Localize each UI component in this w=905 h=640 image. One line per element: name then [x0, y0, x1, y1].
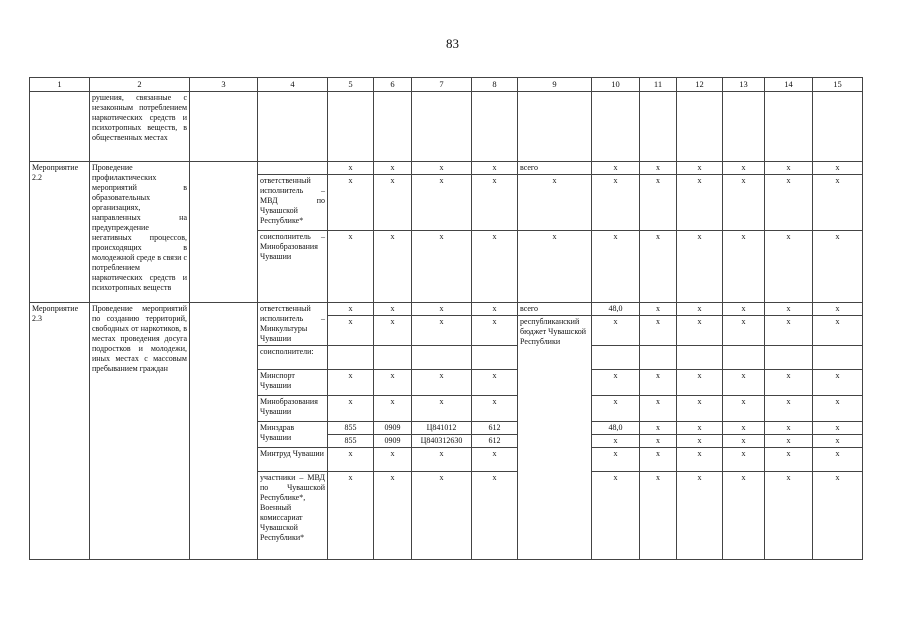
table-cell: x	[328, 162, 374, 175]
table-cell: x	[813, 396, 863, 422]
table-cell: x	[813, 422, 863, 435]
co-executors-label: соисполнители:	[258, 346, 328, 370]
table-cell: x	[328, 316, 374, 346]
program-table	[29, 77, 863, 560]
table-cell: x	[677, 175, 723, 231]
table-cell: x	[677, 303, 723, 316]
table-cell: x	[640, 231, 677, 303]
table-cell: x	[723, 472, 765, 560]
table-cell: x	[813, 316, 863, 346]
table-cell: x	[765, 316, 813, 346]
table-cell: x	[640, 435, 677, 448]
table-cell: x	[765, 435, 813, 448]
table-cell: x	[677, 162, 723, 175]
table-cell: x	[765, 422, 813, 435]
header-cell: 13	[723, 78, 765, 92]
table-cell: Ц841012	[412, 422, 472, 435]
table-cell: x	[328, 472, 374, 560]
header-cell: 2	[90, 78, 190, 92]
table-cell: x	[813, 448, 863, 472]
executor-cell: соисполнитель – Минобразования Чувашии	[258, 231, 328, 303]
table-cell: x	[592, 472, 640, 560]
table-cell: x	[374, 231, 412, 303]
table-cell: x	[813, 175, 863, 231]
table-row	[30, 303, 863, 316]
table-cell: x	[472, 303, 518, 316]
table-cell: x	[472, 231, 518, 303]
table-cell: x	[677, 370, 723, 396]
table-row	[30, 162, 863, 175]
table-cell: x	[813, 231, 863, 303]
table-cell: x	[472, 175, 518, 231]
table-cell: x	[640, 472, 677, 560]
table-header-row	[30, 78, 863, 92]
table-cell: x	[472, 448, 518, 472]
table-cell: x	[813, 435, 863, 448]
table-cell: x	[640, 303, 677, 316]
table-cell: x	[765, 472, 813, 560]
table-cell: x	[640, 370, 677, 396]
table-cell: x	[374, 396, 412, 422]
table-cell: x	[765, 231, 813, 303]
header-cell: 15	[813, 78, 863, 92]
table-cell: x	[328, 231, 374, 303]
executor-cell: Минспорт Чувашии	[258, 370, 328, 396]
table-cell: 0909	[374, 435, 412, 448]
table-cell: Ц840312630	[412, 435, 472, 448]
header-cell: 1	[30, 78, 90, 92]
table-cell: x	[412, 472, 472, 560]
table-cell: x	[723, 303, 765, 316]
header-cell: 14	[765, 78, 813, 92]
table-cell: x	[374, 370, 412, 396]
table-cell: x	[813, 370, 863, 396]
table-cell: x	[677, 435, 723, 448]
measure-number: Мероприятие 2.2	[30, 162, 90, 303]
table-cell: x	[677, 231, 723, 303]
table-cell: x	[328, 175, 374, 231]
table-cell: x	[328, 370, 374, 396]
table-cell: x	[592, 175, 640, 231]
table-cell: 48,0	[592, 303, 640, 316]
table-cell: x	[640, 175, 677, 231]
table-cell: x	[412, 370, 472, 396]
table-cell: x	[677, 422, 723, 435]
executor-cell: ответственный исполнитель – Минкультуры Чувашии	[258, 303, 328, 346]
table-cell: x	[723, 422, 765, 435]
table-cell: x	[412, 316, 472, 346]
table-cell: x	[328, 448, 374, 472]
executor-cell: Минобразования Чувашии	[258, 396, 328, 422]
table-cell: x	[723, 175, 765, 231]
header-cell: 10	[592, 78, 640, 92]
table-cell: x	[723, 448, 765, 472]
table-cell: x	[412, 448, 472, 472]
header-cell: 9	[518, 78, 592, 92]
table-cell: x	[723, 370, 765, 396]
table-cell: 0909	[374, 422, 412, 435]
table-cell: x	[723, 316, 765, 346]
table-cell: x	[640, 448, 677, 472]
table-cell: x	[723, 231, 765, 303]
table-cell: x	[328, 396, 374, 422]
table-cell: x	[328, 303, 374, 316]
funding-source: всего	[518, 303, 592, 316]
table-cell: x	[723, 162, 765, 175]
table-cell: x	[765, 175, 813, 231]
table-cell: 855	[328, 422, 374, 435]
table-cell: x	[765, 396, 813, 422]
table-cell: x	[765, 448, 813, 472]
measure-description: Проведение профилактических мероприятий в образовательных организациях, направленных на предупреждение негативных процессов, происходящих в молодежной среде в связи с потреблением наркотических средств и психотропных веществ	[90, 162, 190, 303]
table-cell: 612	[472, 422, 518, 435]
table-cell: x	[592, 370, 640, 396]
table-cell: x	[813, 162, 863, 175]
table-cell: x	[765, 162, 813, 175]
table-cell: x	[472, 162, 518, 175]
header-cell: 7	[412, 78, 472, 92]
header-cell: 4	[258, 78, 328, 92]
table-cell: x	[374, 162, 412, 175]
table-cell: x	[677, 448, 723, 472]
table-cell: 855	[328, 435, 374, 448]
table-cell: x	[412, 303, 472, 316]
measure-description: рушения, связанные с незаконным потреблением наркотических средств и психотропных веществ, в общественных местах	[90, 92, 190, 162]
table-cell: x	[765, 370, 813, 396]
measure-description: Проведение мероприятий по созданию территорий, свободных от наркотиков, в местах проведения досуга подростков и молодежи, иных местах с массовым пребыванием граждан	[90, 303, 190, 560]
measure-number: Мероприятие 2.3	[30, 303, 90, 560]
table-cell: x	[723, 396, 765, 422]
header-cell: 11	[640, 78, 677, 92]
table-cell: x	[592, 435, 640, 448]
table-cell: x	[518, 175, 592, 231]
table-cell: x	[472, 396, 518, 422]
table-cell: x	[640, 162, 677, 175]
table-cell: x	[412, 162, 472, 175]
table-cell: x	[592, 396, 640, 422]
header-cell: 12	[677, 78, 723, 92]
table-cell: x	[472, 370, 518, 396]
header-cell: 8	[472, 78, 518, 92]
executor-cell: участники – МВД по Чувашской Республике*, Военный комиссариат Чувашской Республики*	[258, 472, 328, 560]
table-cell: x	[723, 435, 765, 448]
table-cell: x	[592, 448, 640, 472]
table-cell: x	[813, 303, 863, 316]
funding-source: всего	[518, 162, 592, 175]
header-cell: 5	[328, 78, 374, 92]
table-cell: x	[472, 316, 518, 346]
table-cell: x	[592, 231, 640, 303]
table-cell: x	[518, 231, 592, 303]
table-cell: x	[677, 396, 723, 422]
table-cell: x	[374, 175, 412, 231]
header-cell: 3	[190, 78, 258, 92]
table-cell: x	[765, 303, 813, 316]
table-cell: x	[592, 316, 640, 346]
funding-source: республиканский бюджет Чувашской Республики	[518, 316, 592, 560]
table-cell: x	[677, 472, 723, 560]
table-cell: x	[592, 162, 640, 175]
table-cell: x	[412, 396, 472, 422]
table-cell: x	[412, 231, 472, 303]
header-cell: 6	[374, 78, 412, 92]
table-cell: x	[374, 316, 412, 346]
table-cell: x	[472, 472, 518, 560]
table-cell: x	[640, 396, 677, 422]
table-cell: x	[412, 175, 472, 231]
table-cell: x	[640, 316, 677, 346]
executor-cell: Минздрав Чувашии	[258, 422, 328, 448]
table-cell: x	[374, 448, 412, 472]
table-cell: x	[374, 472, 412, 560]
table-cell: x	[374, 303, 412, 316]
table-cell: x	[677, 316, 723, 346]
table-cell: 612	[472, 435, 518, 448]
table-cell: 48,0	[592, 422, 640, 435]
table-cell: x	[640, 422, 677, 435]
executor-cell: ответственный исполнитель – МВД по Чувашской Республике*	[258, 175, 328, 231]
table-row	[30, 92, 863, 162]
table-cell: x	[813, 472, 863, 560]
executor-cell: Минтруд Чувашии	[258, 448, 328, 472]
page-number: 83	[446, 36, 459, 51]
